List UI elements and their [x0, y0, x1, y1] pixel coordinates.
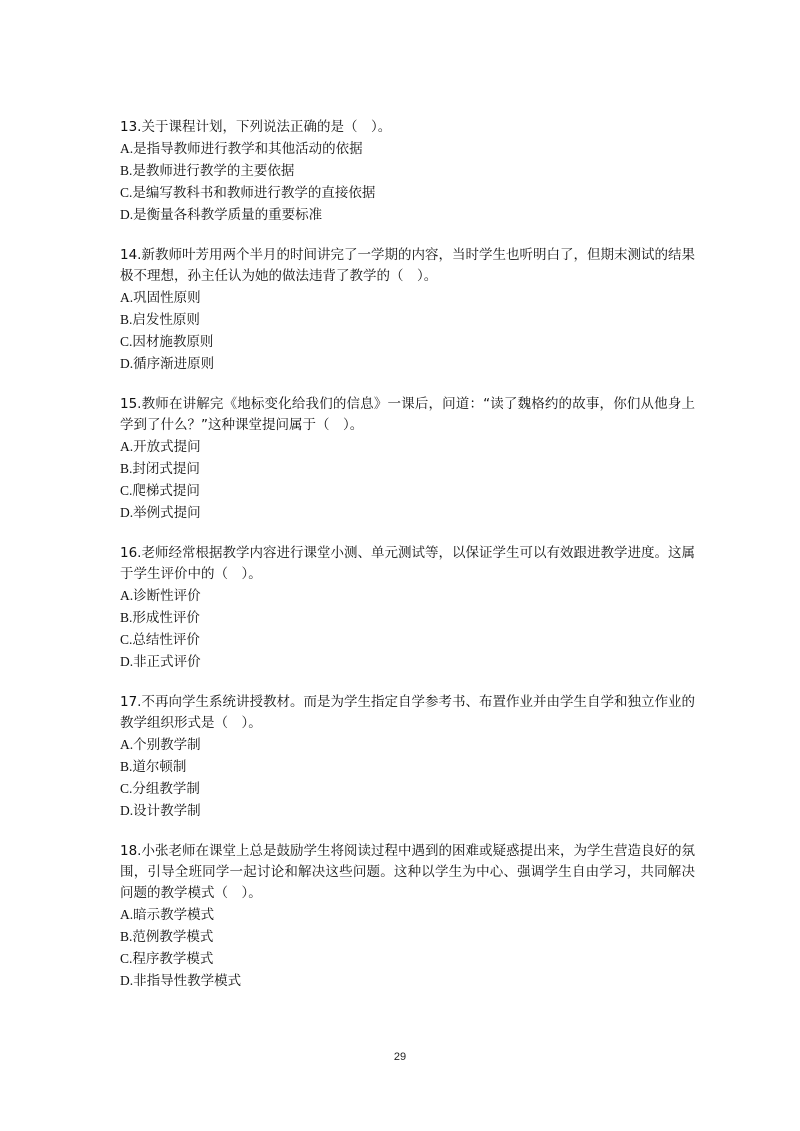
option-text: 道尔顿制: [132, 759, 187, 775]
option-text: 循序渐进原则: [133, 356, 215, 372]
option-c: [120, 480, 695, 502]
option-text: 因材施教原则: [132, 334, 214, 350]
question-15: [120, 394, 695, 524]
option-b: [120, 607, 695, 629]
option-text: 形成性评价: [132, 610, 200, 626]
question-16: [120, 543, 695, 673]
option-text: 诊断性评价: [133, 588, 201, 604]
option-letter: B.: [120, 461, 133, 476]
question-14: [120, 245, 695, 375]
option-text: 封闭式提问: [132, 461, 200, 477]
option-a: [120, 734, 695, 756]
option-letter: C.: [120, 632, 133, 647]
option-letter: A.: [120, 907, 134, 922]
option-d: [120, 204, 695, 226]
option-text: 分组教学制: [132, 781, 200, 797]
option-letter: D.: [120, 207, 134, 222]
option-d: [120, 970, 695, 992]
option-letter: A.: [120, 290, 134, 305]
option-text: 是教师进行教学的主要依据: [132, 163, 295, 179]
option-text: 巩固性原则: [133, 290, 201, 306]
option-text: 举例式提问: [133, 505, 201, 521]
option-letter: D.: [120, 654, 134, 669]
option-letter: C.: [120, 334, 133, 349]
option-a: [120, 436, 695, 458]
question-stem: 18.小张老师在课堂上总是鼓励学生将阅读过程中遇到的困难或疑惑提出来，为学生营造良好的氛围，引导全班同学一起讨论和解决这些问题。这种以学生为中心、强调学生自由学习，共同解决问题的教学模式（ ）。: [120, 843, 695, 901]
option-letter: B.: [120, 312, 133, 327]
question-list: [120, 117, 695, 1011]
option-text: 是指导教师进行教学和其他活动的依据: [133, 141, 363, 157]
option-text: 爬梯式提问: [132, 483, 200, 499]
option-list: [120, 734, 695, 822]
option-letter: C.: [120, 951, 133, 966]
option-letter: D.: [120, 803, 134, 818]
page-number: 29: [393, 1051, 407, 1063]
option-d: [120, 800, 695, 822]
question-stem: 15.教师在讲解完《地标变化给我们的信息》一课后，问道：“读了魏格约的故事，你们从他身上学到了什么？”这种课堂提问属于（ ）。: [120, 396, 695, 433]
question-stem: 13.关于课程计划，下列说法正确的是（ ）。: [120, 119, 392, 135]
option-letter: B.: [120, 929, 133, 944]
question-17: [120, 692, 695, 822]
option-letter: D.: [120, 505, 134, 520]
option-c: [120, 182, 695, 204]
option-c: [120, 629, 695, 651]
option-a: [120, 138, 695, 160]
option-a: [120, 287, 695, 309]
option-letter: D.: [120, 356, 134, 371]
option-text: 程序教学模式: [132, 951, 214, 967]
option-text: 是衡量各科教学质量的重要标准: [133, 207, 323, 223]
option-b: [120, 160, 695, 182]
option-a: [120, 904, 695, 926]
option-b: [120, 309, 695, 331]
option-text: 暗示教学模式: [133, 907, 215, 923]
question-stem: 14.新教师叶芳用两个半月的时间讲完了一学期的内容，当时学生也听明白了，但期末测试的结果极不理想，孙主任认为她的做法违背了教学的（ ）。: [120, 247, 695, 284]
question-stem: 16.老师经常根据教学内容进行课堂小测、单元测试等，以保证学生可以有效跟进教学进度。这属于学生评价中的（ ）。: [120, 545, 695, 582]
option-list: [120, 138, 695, 226]
option-d: [120, 353, 695, 375]
option-list: [120, 287, 695, 375]
option-list: [120, 436, 695, 524]
option-d: [120, 651, 695, 673]
option-list: [120, 904, 695, 992]
option-letter: B.: [120, 610, 133, 625]
option-text: 总结性评价: [132, 632, 200, 648]
option-c: [120, 948, 695, 970]
option-text: 个别教学制: [133, 737, 201, 753]
option-text: 设计教学制: [133, 803, 201, 819]
question-18: [120, 841, 695, 992]
question-stem: 17.不再向学生系统讲授教材。而是为学生指定自学参考书、布置作业并由学生自学和独立作业的教学组织形式是（ ）。: [120, 694, 695, 731]
option-b: [120, 926, 695, 948]
option-b: [120, 458, 695, 480]
option-letter: B.: [120, 759, 133, 774]
option-text: 非指导性教学模式: [133, 973, 242, 989]
option-letter: C.: [120, 185, 133, 200]
option-text: 开放式提问: [133, 439, 201, 455]
option-text: 启发性原则: [132, 312, 200, 328]
question-13: [120, 117, 695, 226]
option-letter: C.: [120, 483, 133, 498]
option-letter: D.: [120, 973, 134, 988]
option-d: [120, 502, 695, 524]
option-a: [120, 585, 695, 607]
option-letter: B.: [120, 163, 133, 178]
option-text: 是编写教科书和教师进行教学的直接依据: [132, 185, 376, 201]
option-list: [120, 585, 695, 673]
option-letter: A.: [120, 737, 134, 752]
option-b: [120, 756, 695, 778]
option-text: 范例教学模式: [132, 929, 214, 945]
option-c: [120, 331, 695, 353]
option-letter: A.: [120, 439, 134, 454]
option-letter: C.: [120, 781, 133, 796]
option-letter: A.: [120, 588, 134, 603]
option-text: 非正式评价: [133, 654, 201, 670]
option-letter: A.: [120, 141, 134, 156]
option-c: [120, 778, 695, 800]
